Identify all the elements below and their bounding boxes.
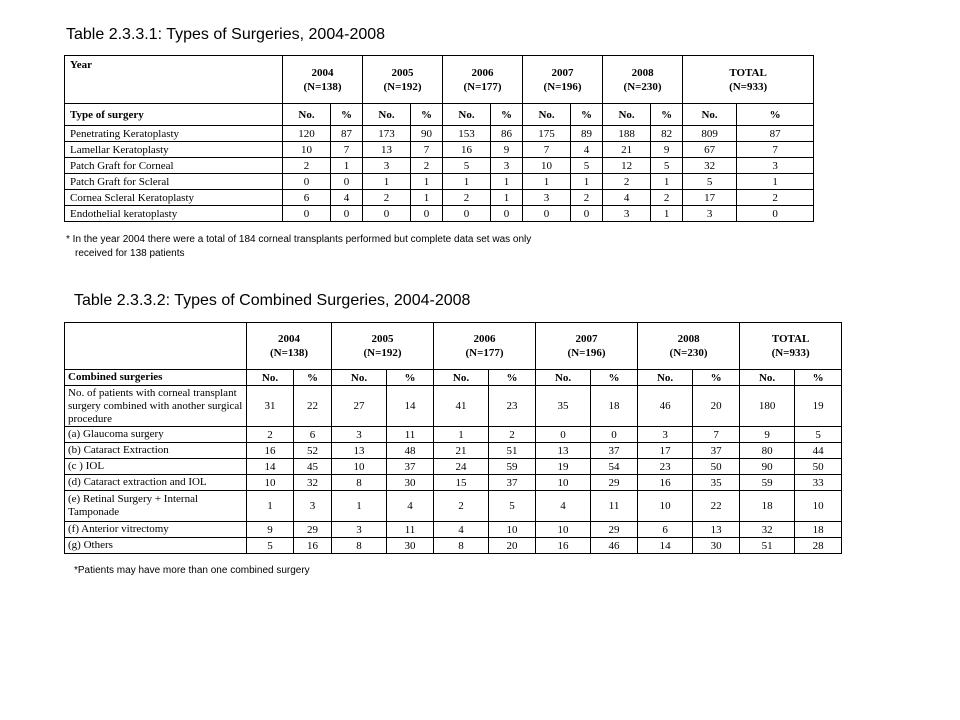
percent-cell: 1	[737, 174, 814, 190]
percent-cell: 3	[294, 491, 332, 522]
percent-cell: 28	[795, 538, 842, 554]
percent-cell: 0	[411, 206, 443, 222]
count-cell: 8	[332, 475, 387, 491]
row-label: Patch Graft for Scleral	[65, 174, 283, 190]
count-cell: 3	[363, 158, 411, 174]
pct-header: %	[651, 104, 683, 126]
row-label: (d) Cataract extraction and IOL	[65, 475, 247, 491]
year-header-2005: 2005 (N=192)	[363, 56, 443, 104]
year-header-2007: 2007 (N=196)	[523, 56, 603, 104]
no-header: No.	[283, 104, 331, 126]
percent-cell: 19	[795, 386, 842, 427]
count-cell: 4	[603, 190, 651, 206]
count-cell: 10	[283, 142, 331, 158]
percent-cell: 18	[795, 522, 842, 538]
table2	[64, 322, 842, 554]
table1-title: Table 2.3.3.1: Types of Surgeries, 2004-2008	[66, 26, 386, 43]
percent-cell: 37	[693, 443, 740, 459]
percent-cell: 2	[737, 190, 814, 206]
percent-cell: 0	[591, 427, 638, 443]
count-cell: 3	[603, 206, 651, 222]
count-cell: 41	[434, 386, 489, 427]
count-cell: 16	[638, 475, 693, 491]
row-label-header: Combined surgeries	[65, 370, 247, 386]
percent-cell: 29	[591, 522, 638, 538]
percent-cell: 4	[331, 190, 363, 206]
no-header: No.	[536, 370, 591, 386]
percent-cell: 86	[491, 126, 523, 142]
year-header-2006: 2006 (N=177)	[443, 56, 523, 104]
table-row	[65, 522, 842, 538]
no-header: No.	[332, 370, 387, 386]
count-cell: 9	[247, 522, 294, 538]
table-row	[65, 475, 842, 491]
count-cell: 5	[247, 538, 294, 554]
percent-cell: 29	[591, 475, 638, 491]
table-row	[65, 174, 814, 190]
count-cell: 59	[740, 475, 795, 491]
count-cell: 10	[523, 158, 571, 174]
count-cell: 0	[283, 206, 331, 222]
no-header: No.	[443, 104, 491, 126]
count-cell: 4	[536, 491, 591, 522]
percent-cell: 37	[387, 459, 434, 475]
count-cell: 3	[638, 427, 693, 443]
percent-cell: 20	[693, 386, 740, 427]
count-cell: 15	[434, 475, 489, 491]
year-header: Year	[65, 56, 283, 104]
percent-cell: 0	[331, 174, 363, 190]
table-row	[65, 190, 814, 206]
table-row	[65, 142, 814, 158]
year-header-2005: 2005 (N=192)	[332, 323, 434, 370]
row-label: (f) Anterior vitrectomy	[65, 522, 247, 538]
table-row	[65, 386, 842, 427]
year-header-2004: 2004 (N=138)	[283, 56, 363, 104]
count-cell: 12	[603, 158, 651, 174]
percent-cell: 11	[591, 491, 638, 522]
row-label: Lamellar Keratoplasty	[65, 142, 283, 158]
percent-cell: 82	[651, 126, 683, 142]
empty-header-cell	[65, 323, 247, 370]
percent-cell: 30	[387, 538, 434, 554]
count-cell: 51	[740, 538, 795, 554]
row-label-header: Type of surgery	[65, 104, 283, 126]
count-cell: 153	[443, 126, 491, 142]
percent-cell: 1	[331, 158, 363, 174]
count-cell: 17	[638, 443, 693, 459]
percent-cell: 7	[331, 142, 363, 158]
year-header-2007: 2007 (N=196)	[536, 323, 638, 370]
count-cell: 27	[332, 386, 387, 427]
percent-cell: 2	[411, 158, 443, 174]
count-cell: 13	[536, 443, 591, 459]
table-row	[65, 538, 842, 554]
count-cell: 19	[536, 459, 591, 475]
count-cell: 90	[740, 459, 795, 475]
count-cell: 3	[523, 190, 571, 206]
percent-cell: 1	[651, 206, 683, 222]
count-cell: 2	[363, 190, 411, 206]
count-cell: 10	[536, 475, 591, 491]
pct-header: %	[491, 104, 523, 126]
row-label: Penetrating Keratoplasty	[65, 126, 283, 142]
percent-cell: 14	[387, 386, 434, 427]
count-cell: 0	[283, 174, 331, 190]
percent-cell: 0	[571, 206, 603, 222]
year-header-2008: 2008 (N=230)	[603, 56, 683, 104]
count-cell: 3	[683, 206, 737, 222]
count-cell: 10	[247, 475, 294, 491]
percent-cell: 1	[411, 190, 443, 206]
count-cell: 7	[523, 142, 571, 158]
count-cell: 13	[363, 142, 411, 158]
percent-cell: 1	[491, 190, 523, 206]
row-label: Cornea Scleral Keratoplasty	[65, 190, 283, 206]
row-label: (a) Glaucoma surgery	[65, 427, 247, 443]
table-row	[65, 427, 842, 443]
percent-cell: 59	[489, 459, 536, 475]
count-cell: 5	[683, 174, 737, 190]
count-cell: 10	[638, 491, 693, 522]
percent-cell: 5	[489, 491, 536, 522]
percent-cell: 1	[651, 174, 683, 190]
count-cell: 32	[740, 522, 795, 538]
percent-cell: 4	[571, 142, 603, 158]
no-header: No.	[683, 104, 737, 126]
count-cell: 18	[740, 491, 795, 522]
count-cell: 35	[536, 386, 591, 427]
count-cell: 46	[638, 386, 693, 427]
count-cell: 809	[683, 126, 737, 142]
percent-cell: 37	[591, 443, 638, 459]
pct-header: %	[294, 370, 332, 386]
pct-header: %	[737, 104, 814, 126]
percent-cell: 44	[795, 443, 842, 459]
table2-title: Table 2.3.3.2: Types of Combined Surgeries, 2004-2008	[74, 292, 471, 309]
no-header: No.	[247, 370, 294, 386]
count-cell: 2	[443, 190, 491, 206]
percent-cell: 89	[571, 126, 603, 142]
table-row	[65, 443, 842, 459]
count-cell: 17	[683, 190, 737, 206]
percent-cell: 2	[571, 190, 603, 206]
table-row	[65, 491, 842, 522]
percent-cell: 1	[571, 174, 603, 190]
no-header: No.	[363, 104, 411, 126]
percent-cell: 2	[651, 190, 683, 206]
count-cell: 0	[363, 206, 411, 222]
count-cell: 3	[332, 427, 387, 443]
percent-cell: 0	[331, 206, 363, 222]
pct-header: %	[795, 370, 842, 386]
table-row	[65, 459, 842, 475]
percent-cell: 13	[693, 522, 740, 538]
percent-cell: 30	[693, 538, 740, 554]
count-cell: 8	[434, 538, 489, 554]
percent-cell: 45	[294, 459, 332, 475]
row-label: (c ) IOL	[65, 459, 247, 475]
count-cell: 0	[443, 206, 491, 222]
table-row	[65, 158, 814, 174]
table1-note-line1: * In the year 2004 there were a total of 184 corneal transplants performed but complete data set was only	[66, 234, 532, 245]
percent-cell: 5	[571, 158, 603, 174]
percent-cell: 2	[489, 427, 536, 443]
no-header: No.	[638, 370, 693, 386]
percent-cell: 32	[294, 475, 332, 491]
percent-cell: 54	[591, 459, 638, 475]
percent-cell: 5	[651, 158, 683, 174]
count-cell: 10	[332, 459, 387, 475]
count-cell: 21	[434, 443, 489, 459]
count-cell: 1	[332, 491, 387, 522]
no-header: No.	[740, 370, 795, 386]
year-header-2004: 2004 (N=138)	[247, 323, 332, 370]
count-cell: 16	[536, 538, 591, 554]
count-cell: 10	[536, 522, 591, 538]
percent-cell: 52	[294, 443, 332, 459]
row-label: (e) Retinal Surgery + Internal Tamponade	[65, 491, 247, 522]
count-cell: 16	[247, 443, 294, 459]
year-header-2006: 2006 (N=177)	[434, 323, 536, 370]
percent-cell: 16	[294, 538, 332, 554]
count-cell: 3	[332, 522, 387, 538]
no-header: No.	[603, 104, 651, 126]
pct-header: %	[693, 370, 740, 386]
count-cell: 188	[603, 126, 651, 142]
count-cell: 5	[443, 158, 491, 174]
percent-cell: 50	[795, 459, 842, 475]
count-cell: 80	[740, 443, 795, 459]
percent-cell: 6	[294, 427, 332, 443]
row-label: Patch Graft for Corneal	[65, 158, 283, 174]
table-row	[65, 126, 814, 142]
count-cell: 9	[740, 427, 795, 443]
count-cell: 1	[434, 427, 489, 443]
no-header: No.	[434, 370, 489, 386]
percent-cell: 4	[387, 491, 434, 522]
percent-cell: 20	[489, 538, 536, 554]
count-cell: 1	[363, 174, 411, 190]
count-cell: 31	[247, 386, 294, 427]
year-header-total: TOTAL (N=933)	[683, 56, 814, 104]
count-cell: 2	[283, 158, 331, 174]
percent-cell: 1	[411, 174, 443, 190]
count-cell: 0	[536, 427, 591, 443]
percent-cell: 22	[693, 491, 740, 522]
count-cell: 23	[638, 459, 693, 475]
percent-cell: 35	[693, 475, 740, 491]
table1-note-line2: received for 138 patients	[75, 248, 185, 259]
percent-cell: 30	[387, 475, 434, 491]
percent-cell: 87	[737, 126, 814, 142]
pct-header: %	[331, 104, 363, 126]
percent-cell: 10	[489, 522, 536, 538]
count-cell: 21	[603, 142, 651, 158]
percent-cell: 7	[411, 142, 443, 158]
percent-cell: 50	[693, 459, 740, 475]
percent-cell: 37	[489, 475, 536, 491]
count-cell: 1	[523, 174, 571, 190]
table-row	[65, 206, 814, 222]
percent-cell: 11	[387, 522, 434, 538]
percent-cell: 29	[294, 522, 332, 538]
percent-cell: 3	[491, 158, 523, 174]
count-cell: 173	[363, 126, 411, 142]
pct-header: %	[489, 370, 536, 386]
percent-cell: 90	[411, 126, 443, 142]
count-cell: 2	[247, 427, 294, 443]
count-cell: 67	[683, 142, 737, 158]
percent-cell: 9	[651, 142, 683, 158]
percent-cell: 11	[387, 427, 434, 443]
percent-cell: 87	[331, 126, 363, 142]
count-cell: 24	[434, 459, 489, 475]
percent-cell: 23	[489, 386, 536, 427]
percent-cell: 3	[737, 158, 814, 174]
row-label: No. of patients with corneal transplant surgery combined with another surgical procedure	[65, 386, 247, 427]
table1-note	[66, 233, 531, 261]
pct-header: %	[571, 104, 603, 126]
percent-cell: 9	[491, 142, 523, 158]
count-cell: 0	[523, 206, 571, 222]
pct-header: %	[591, 370, 638, 386]
row-label: (b) Cataract Extraction	[65, 443, 247, 459]
count-cell: 32	[683, 158, 737, 174]
count-cell: 1	[247, 491, 294, 522]
pct-header: %	[411, 104, 443, 126]
table1	[64, 55, 814, 222]
percent-cell: 22	[294, 386, 332, 427]
row-label: (g) Others	[65, 538, 247, 554]
count-cell: 2	[603, 174, 651, 190]
count-cell: 2	[434, 491, 489, 522]
percent-cell: 10	[795, 491, 842, 522]
count-cell: 4	[434, 522, 489, 538]
percent-cell: 51	[489, 443, 536, 459]
percent-cell: 48	[387, 443, 434, 459]
row-label: Endothelial keratoplasty	[65, 206, 283, 222]
percent-cell: 18	[591, 386, 638, 427]
percent-cell: 33	[795, 475, 842, 491]
count-cell: 6	[638, 522, 693, 538]
table2-note: *Patients may have more than one combined surgery	[74, 565, 310, 576]
no-header: No.	[523, 104, 571, 126]
count-cell: 14	[638, 538, 693, 554]
year-header-total: TOTAL (N=933)	[740, 323, 842, 370]
count-cell: 180	[740, 386, 795, 427]
percent-cell: 0	[737, 206, 814, 222]
year-header-2008: 2008 (N=230)	[638, 323, 740, 370]
count-cell: 8	[332, 538, 387, 554]
count-cell: 120	[283, 126, 331, 142]
count-cell: 1	[443, 174, 491, 190]
percent-cell: 7	[693, 427, 740, 443]
percent-cell: 7	[737, 142, 814, 158]
count-cell: 175	[523, 126, 571, 142]
count-cell: 14	[247, 459, 294, 475]
percent-cell: 5	[795, 427, 842, 443]
count-cell: 16	[443, 142, 491, 158]
count-cell: 6	[283, 190, 331, 206]
percent-cell: 1	[491, 174, 523, 190]
percent-cell: 0	[491, 206, 523, 222]
pct-header: %	[387, 370, 434, 386]
percent-cell: 46	[591, 538, 638, 554]
count-cell: 13	[332, 443, 387, 459]
